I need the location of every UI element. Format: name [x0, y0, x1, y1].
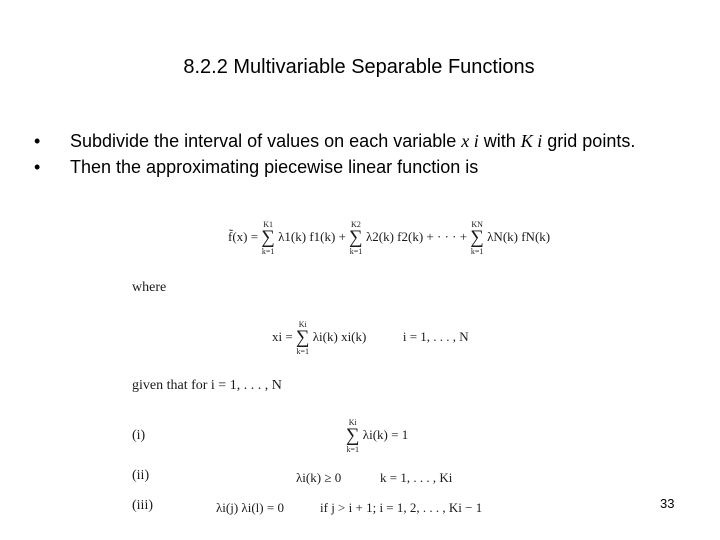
equation-lhs: f̃(x) =: [228, 228, 259, 244]
summation-sign: K2 ∑ k=1: [349, 220, 363, 256]
page-number: 33: [660, 496, 675, 511]
given-label: given that for i = 1, . . . , N: [132, 378, 282, 393]
summation-sign: K1 ∑ k=1: [261, 220, 275, 256]
bullet-text: with: [478, 131, 521, 151]
math-var-Ki: K i: [520, 131, 543, 151]
bullet-list: [34, 130, 674, 178]
bullet-dot: •: [34, 131, 41, 151]
condition-label: (i): [132, 428, 146, 443]
summation-sign: Ki ∑ k=1: [295, 320, 310, 356]
equation-range: i = 1, . . . , N: [402, 328, 469, 344]
bullet-item-subdivide: [34, 130, 674, 153]
equation-term: λi(k) = 1: [362, 426, 409, 442]
bullet-text: grid points.: [542, 131, 636, 151]
equation-xi: [272, 320, 469, 356]
summation-sign: Ki ∑ k=1: [346, 418, 360, 454]
bullet-item-approximating: [34, 156, 674, 178]
condition-expression: [346, 418, 408, 454]
summation-sign: KN ∑ k=1: [470, 220, 484, 256]
math-var-xi: x i: [461, 131, 479, 151]
condition-label: (ii): [132, 468, 150, 483]
condition-expression: λi(j) λi(l) = 0: [216, 500, 284, 515]
condition-label: (iii): [132, 498, 153, 513]
equation-main: [228, 220, 550, 256]
equation-term: λ1(k) f1(k): [278, 228, 336, 244]
slide-title: 8.2.2 Multivariable Separable Functions: [183, 56, 535, 78]
condition-range: if j > i + 1; i = 1, 2, . . . , Ki − 1: [320, 500, 483, 515]
equation-term: λN(k) fN(k): [487, 228, 551, 244]
bullet-text: Then the approximating piecewise linear function is: [70, 157, 479, 177]
bullet-text: Subdivide the interval of values on each variable: [70, 131, 462, 151]
where-label: where: [132, 280, 167, 295]
equation-operator: + · · · +: [426, 228, 468, 244]
equation-operator: +: [338, 228, 346, 244]
equation-lhs: xi =: [272, 328, 293, 344]
condition-range: k = 1, . . . , Ki: [380, 470, 453, 485]
equation-term: λ2(k) f2(k): [365, 228, 424, 244]
equation-term: λi(k) xi(k): [312, 328, 367, 344]
bullet-dot: •: [34, 157, 41, 177]
condition-expression: λi(k) ≥ 0: [296, 470, 342, 485]
